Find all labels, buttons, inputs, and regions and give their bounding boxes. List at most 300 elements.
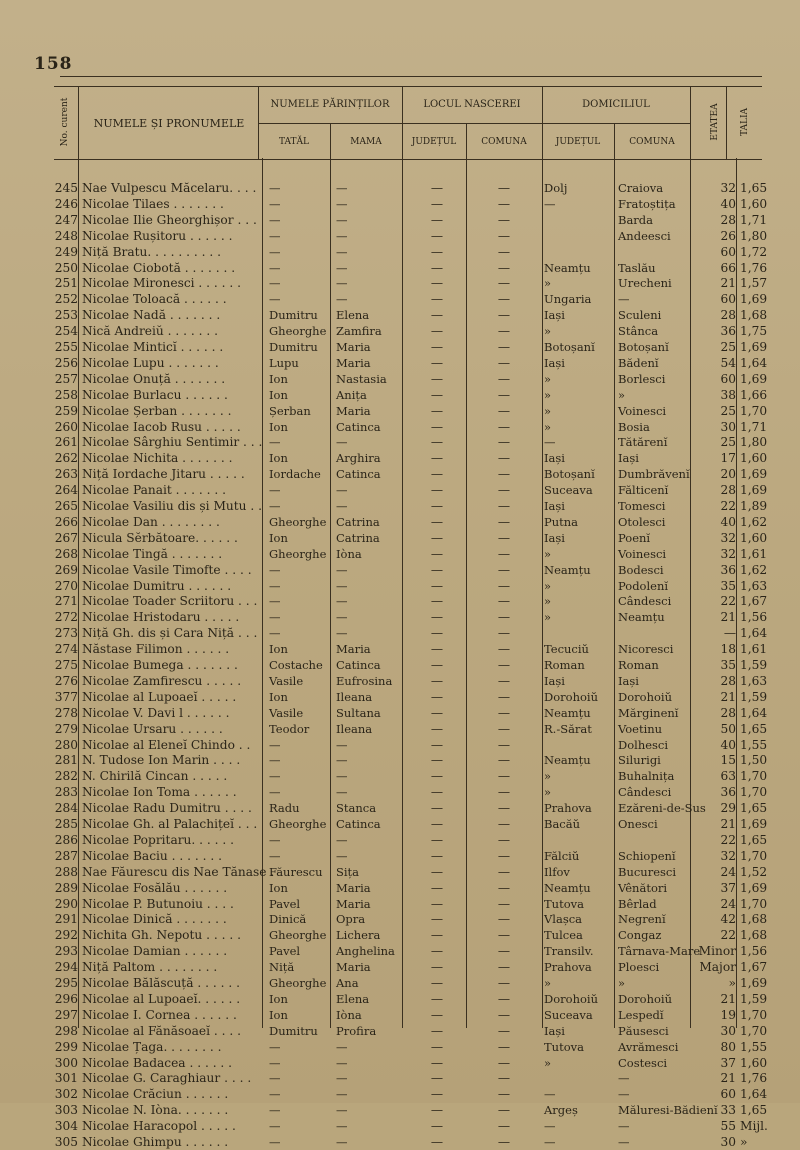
age-value: 20: [720, 467, 736, 482]
row-number: 289: [54, 880, 78, 895]
table-row: [54, 578, 768, 594]
table-row: [54, 244, 768, 260]
row-number: 262: [54, 451, 78, 466]
father-name: —: [269, 212, 281, 227]
birth-commune: —: [497, 371, 511, 386]
residence-county: R.-Sărat: [544, 721, 592, 736]
father-name: Gheorghe: [269, 546, 327, 561]
age-value: 33: [720, 1103, 736, 1118]
row-number: 258: [54, 387, 78, 402]
father-name: Vasile: [269, 673, 304, 688]
row-number: 259: [54, 403, 78, 418]
person-name: Nicolae Ursaru . . . . . .: [82, 721, 223, 736]
residence-county: Iași: [544, 530, 565, 545]
father-name: —: [269, 737, 281, 752]
height-value: 1,60: [740, 1055, 768, 1070]
residence-county: —: [544, 1087, 556, 1102]
father-name: —: [269, 1119, 281, 1134]
row-number: 254: [54, 324, 78, 339]
age-value: 35: [720, 578, 736, 593]
father-name: Dinică: [269, 912, 307, 927]
residence-commune: —: [618, 1119, 630, 1134]
mother-name: —: [336, 260, 348, 275]
father-name: —: [269, 1071, 281, 1086]
residence-commune: Voetinu: [618, 721, 663, 736]
height-value: 1,72: [740, 244, 768, 259]
birth-commune: —: [497, 499, 511, 513]
row-number: 253: [54, 308, 78, 323]
row-number: 265: [54, 499, 78, 513]
birth-commune: —: [497, 212, 511, 227]
age-value: 22: [720, 594, 736, 609]
mother-name: Maria: [336, 880, 371, 895]
person-name: Nicolae Ghimpu . . . . . .: [82, 1135, 229, 1149]
residence-commune: —: [618, 292, 630, 307]
height-value: 1,70: [740, 403, 768, 418]
father-name: —: [269, 1135, 281, 1149]
mother-name: Eufrosina: [336, 673, 393, 688]
age-value: 22: [720, 928, 736, 943]
residence-county: Iași: [544, 355, 565, 370]
row-number: 297: [54, 1007, 78, 1022]
mother-name: —: [336, 737, 348, 752]
table-row: [54, 387, 768, 403]
age-value: 66: [720, 260, 736, 275]
father-name: —: [269, 276, 281, 291]
height-value: 1,63: [740, 673, 768, 688]
person-name: Nicolae Mironesci . . . . . .: [82, 276, 242, 291]
person-name: Nicolae Tingă . . . . . . .: [82, 546, 223, 561]
birth-commune: —: [497, 896, 511, 911]
residence-commune: Bêrlad: [618, 896, 657, 911]
person-name: Nicolae Dan . . . . . . . .: [82, 514, 220, 529]
birth-commune: —: [497, 689, 511, 704]
row-number: 283: [54, 785, 78, 800]
residence-commune: Borlesci: [618, 371, 666, 386]
table-row: [54, 848, 768, 864]
birth-commune: —: [497, 753, 511, 768]
residence-county: »: [544, 387, 552, 402]
birth-commune: —: [497, 419, 511, 434]
birth-commune: —: [497, 355, 511, 370]
birth-commune: —: [497, 562, 511, 577]
row-number: 269: [54, 562, 78, 577]
father-name: —: [269, 435, 281, 450]
father-name: Dumitru: [269, 308, 318, 323]
height-value: 1,70: [740, 896, 768, 911]
table-row: [54, 466, 768, 482]
father-name: Ion: [269, 530, 288, 545]
mother-name: —: [336, 610, 348, 625]
birth-county: —: [430, 689, 444, 704]
row-number: 260: [54, 419, 78, 434]
age-value: 37: [720, 880, 736, 895]
birth-county: —: [430, 1071, 444, 1086]
residence-commune: Nicoresci: [618, 642, 674, 657]
height-value: 1,65: [740, 1103, 768, 1118]
residence-commune: Fratoștița: [618, 196, 676, 211]
table-row: [54, 180, 768, 196]
father-name: Lupu: [269, 355, 299, 370]
row-number: 250: [54, 260, 78, 275]
mother-name: Maria: [336, 355, 371, 370]
height-value: 1,76: [740, 1071, 768, 1086]
residence-county: Tulcea: [544, 928, 583, 943]
table-row: [54, 911, 768, 927]
father-name: Ion: [269, 689, 288, 704]
birth-commune: —: [497, 976, 511, 990]
birth-county: —: [430, 769, 444, 784]
birth-county: —: [430, 371, 444, 386]
father-name: Ion: [269, 880, 288, 895]
table-row: [54, 419, 768, 435]
age-value: 36: [720, 324, 736, 339]
row-number: 276: [54, 673, 78, 688]
row-number: 291: [54, 912, 78, 927]
residence-commune: Dorohoiŭ: [618, 991, 672, 1006]
father-name: Ion: [269, 419, 288, 434]
birth-commune: —: [497, 673, 511, 688]
person-name: Nicolae Vasile Timofte . . . .: [82, 562, 252, 577]
residence-county: Bacăŭ: [544, 817, 581, 831]
height-value: 1,62: [740, 514, 768, 529]
age-value: 40: [720, 196, 736, 211]
height-value: 1,61: [740, 546, 768, 561]
father-name: Ion: [269, 451, 288, 466]
birth-commune: —: [497, 578, 511, 593]
height-value: 1,59: [740, 658, 768, 672]
mother-name: Anița: [336, 387, 367, 402]
height-value: 1,69: [740, 292, 768, 307]
residence-commune: Stânca: [618, 324, 659, 339]
person-name: Niță Bratu. . . . . . . . . .: [82, 244, 222, 259]
age-value: 29: [720, 801, 736, 816]
residence-commune: Podolenĭ: [618, 578, 669, 593]
table-row: [54, 657, 768, 673]
father-name: Ion: [269, 371, 288, 386]
height-value: 1,70: [740, 769, 768, 784]
residence-county: Ungaria: [544, 292, 592, 307]
row-number: 267: [54, 530, 78, 545]
birth-county: —: [430, 419, 444, 434]
row-number: 304: [54, 1119, 78, 1134]
table-row: [54, 609, 768, 625]
birth-county: —: [430, 610, 444, 625]
row-number: 272: [54, 610, 78, 625]
birth-county: —: [430, 1087, 444, 1102]
header-divider: [726, 87, 727, 159]
father-name: —: [269, 1039, 281, 1054]
row-number: 252: [54, 292, 78, 307]
table-row: [54, 403, 768, 419]
father-name: —: [269, 181, 281, 195]
father-name: Radu: [269, 801, 300, 816]
birth-county: —: [430, 196, 444, 211]
person-name: Nicolae Sârghiu Sentimir . . .: [82, 435, 263, 450]
height-value: 1,55: [740, 737, 768, 752]
row-number: 256: [54, 355, 78, 370]
birth-county: —: [430, 1023, 444, 1038]
birth-county: —: [430, 848, 444, 863]
person-name: Niță Iordache Jitaru . . . . .: [82, 467, 245, 482]
row-number: 288: [54, 864, 78, 879]
birth-commune: —: [497, 944, 511, 959]
birth-commune: —: [497, 467, 511, 482]
birth-county: —: [430, 594, 444, 609]
age-value: 40: [720, 737, 736, 752]
table-row: [54, 307, 768, 323]
row-number: 274: [54, 642, 78, 657]
table-row: [54, 450, 768, 466]
residence-commune: Silurigi: [618, 753, 661, 768]
residence-commune: Ezăreni-de-Sus: [618, 801, 706, 816]
father-name: —: [269, 1087, 281, 1102]
person-name: Nichita Gh. Nepotu . . . . .: [82, 928, 242, 943]
row-number: 255: [54, 340, 78, 354]
person-name: N. Tudose Ion Marin . . . .: [82, 753, 241, 768]
age-value: 19: [720, 1007, 736, 1022]
birth-commune: —: [497, 721, 511, 736]
mother-name: —: [336, 626, 348, 641]
table-row: [54, 673, 768, 689]
person-name: Nicolae Nadă . . . . . . .: [82, 308, 221, 323]
person-name: Nicolae Zamfirescu . . . . .: [82, 673, 242, 688]
height-value: Mijl.: [740, 1119, 768, 1134]
mother-name: —: [336, 499, 348, 513]
birth-commune: —: [497, 769, 511, 784]
father-name: Niță: [269, 960, 295, 975]
birth-county: —: [430, 626, 444, 641]
table-row: [54, 196, 768, 212]
residence-commune: Ploesci: [618, 960, 660, 975]
father-name: Ion: [269, 1007, 288, 1022]
birth-county: —: [430, 514, 444, 529]
table-row: [54, 625, 768, 641]
father-name: —: [269, 610, 281, 625]
age-value: 80: [720, 1039, 736, 1054]
table-row: [54, 434, 768, 450]
table-row: [54, 689, 768, 705]
father-name: —: [269, 483, 281, 498]
height-value: 1,70: [740, 1023, 768, 1038]
residence-commune: —: [618, 1135, 630, 1149]
residence-commune: Congaz: [618, 928, 662, 943]
residence-county: Neamțu: [544, 562, 591, 577]
birth-commune: —: [497, 705, 511, 720]
age-value: 21: [720, 817, 736, 831]
header-no-curent: No. curent: [60, 97, 70, 147]
height-value: 1,60: [740, 196, 768, 211]
residence-commune: Onesci: [618, 817, 658, 831]
residence-county: Botoșanĭ: [544, 340, 595, 354]
birth-county: —: [430, 658, 444, 672]
birth-county: —: [430, 292, 444, 307]
birth-county: —: [430, 785, 444, 800]
age-value: 60: [720, 371, 736, 386]
person-name: Nicolae Toader Scriitoru . . .: [82, 594, 258, 609]
header-comuna: COMUNA: [481, 137, 527, 147]
birth-county: —: [430, 896, 444, 911]
birth-county: —: [430, 340, 444, 354]
row-number: 247: [54, 212, 78, 227]
birth-commune: —: [497, 737, 511, 752]
residence-county: »: [544, 419, 552, 434]
height-value: 1,69: [740, 340, 768, 354]
birth-county: —: [430, 801, 444, 816]
height-value: 1,64: [740, 626, 768, 641]
row-number: 261: [54, 435, 78, 450]
table-row: [54, 896, 768, 912]
table-row: [54, 784, 768, 800]
age-value: 35: [720, 658, 736, 672]
mother-name: —: [336, 594, 348, 609]
height-value: 1,60: [740, 451, 768, 466]
table-row: [54, 705, 768, 721]
table-row: [54, 768, 768, 784]
table-row: [54, 800, 768, 816]
age-value: Major: [699, 960, 736, 975]
father-name: —: [269, 1055, 281, 1070]
header-talia: TALIA: [740, 107, 750, 137]
mother-name: Elena: [336, 308, 370, 323]
height-value: 1,70: [740, 785, 768, 800]
birth-commune: —: [497, 1039, 511, 1054]
height-value: 1,64: [740, 355, 768, 370]
age-value: 30: [720, 1023, 736, 1038]
person-name: Nicolae Popritaru. . . . . .: [82, 832, 234, 847]
header-dom-comuna: COMUNA: [629, 137, 675, 147]
residence-commune: Buhalnița: [618, 769, 675, 784]
person-name: Nicolae Ciobotă . . . . . . .: [82, 260, 236, 275]
birth-commune: —: [497, 276, 511, 291]
row-number: 294: [54, 960, 78, 975]
father-name: Gheorghe: [269, 817, 327, 831]
row-number: 302: [54, 1087, 78, 1102]
residence-county: Suceava: [544, 1007, 593, 1022]
header-nume: NUMELE ȘI PRONUMELE: [93, 117, 245, 130]
residence-commune: Mărginenĭ: [618, 705, 679, 720]
table-row: [54, 562, 768, 578]
table-row: [54, 752, 768, 768]
residence-commune: Fălticenĭ: [618, 483, 669, 498]
age-value: 63: [720, 769, 736, 784]
header-judetul: JUDEȚUL: [411, 137, 457, 147]
row-number: 245: [54, 181, 78, 195]
birth-commune: —: [497, 546, 511, 561]
residence-county: Transilv.: [544, 944, 594, 959]
age-value: 60: [720, 292, 736, 307]
birth-commune: —: [497, 928, 511, 943]
birth-commune: —: [497, 387, 511, 402]
height-value: 1,71: [740, 212, 768, 227]
person-name: Nicolae N. Iòna. . . . . . .: [82, 1103, 229, 1118]
residence-commune: Păusesci: [618, 1023, 669, 1038]
mother-name: —: [336, 292, 348, 307]
residence-county: Iași: [544, 1023, 565, 1038]
height-value: 1,70: [740, 1007, 768, 1022]
person-name: N. Chirilă Cincan . . . . .: [82, 769, 228, 784]
residence-commune: Bădenĭ: [618, 355, 659, 370]
birth-county: —: [430, 753, 444, 768]
height-value: 1,59: [740, 991, 768, 1006]
birth-county: —: [430, 1055, 444, 1070]
person-name: Nae Făurescu dis Nae Tănase .: [82, 864, 275, 879]
birth-county: —: [430, 451, 444, 466]
age-value: 24: [720, 896, 736, 911]
father-name: —: [269, 769, 281, 784]
mother-name: Maria: [336, 403, 371, 418]
height-value: 1,69: [740, 880, 768, 895]
mother-name: —: [336, 785, 348, 800]
birth-commune: —: [497, 960, 511, 975]
table-row: [54, 991, 768, 1007]
residence-commune: Măluresi-Bădienĭ: [618, 1103, 718, 1118]
table-row: [54, 260, 768, 276]
age-value: 42: [720, 912, 736, 927]
row-number: 305: [54, 1135, 78, 1149]
residence-county: Iași: [544, 308, 565, 323]
father-name: —: [269, 260, 281, 275]
mother-name: —: [336, 196, 348, 211]
residence-county: »: [544, 976, 552, 990]
person-name: Nae Vulpescu Măcelaru. . . .: [82, 181, 257, 195]
row-number: 246: [54, 196, 78, 211]
father-name: —: [269, 785, 281, 800]
mother-name: —: [336, 483, 348, 498]
height-value: 1,69: [740, 483, 768, 498]
father-name: Ion: [269, 387, 288, 402]
mother-name: Iòna: [336, 1007, 362, 1022]
height-value: 1,52: [740, 864, 768, 879]
residence-commune: Bodesci: [618, 562, 664, 577]
mother-name: —: [336, 578, 348, 593]
header-dom-judetul: JUDEȚUL: [555, 137, 601, 147]
birth-commune: —: [497, 848, 511, 863]
table-row: [54, 530, 768, 546]
table-row: [54, 1023, 768, 1039]
birth-commune: —: [497, 181, 511, 195]
birth-commune: —: [497, 1055, 511, 1070]
birth-county: —: [430, 403, 444, 418]
age-value: 21: [720, 276, 736, 291]
mother-name: Catinca: [336, 817, 381, 831]
birth-commune: —: [497, 1007, 511, 1022]
age-value: 32: [720, 530, 736, 545]
father-name: —: [269, 196, 281, 211]
birth-commune: —: [497, 228, 511, 243]
birth-commune: —: [497, 1071, 511, 1086]
birth-county: —: [430, 976, 444, 990]
table-header: [54, 86, 762, 160]
age-value: 28: [720, 308, 736, 323]
row-number: 295: [54, 976, 78, 990]
residence-county: Dolj: [544, 181, 568, 195]
residence-county: »: [544, 371, 552, 386]
residence-commune: Iași: [618, 451, 639, 466]
age-value: 60: [720, 244, 736, 259]
mother-name: —: [336, 848, 348, 863]
table-row: [54, 721, 768, 737]
row-number: 282: [54, 769, 78, 784]
birth-commune: —: [497, 642, 511, 657]
residence-commune: Tomesci: [618, 499, 666, 513]
birth-commune: —: [497, 785, 511, 800]
row-number: 281: [54, 753, 78, 768]
father-name: —: [269, 1103, 281, 1118]
birth-commune: —: [497, 991, 511, 1006]
residence-county: »: [544, 546, 552, 561]
row-number: 251: [54, 276, 78, 291]
